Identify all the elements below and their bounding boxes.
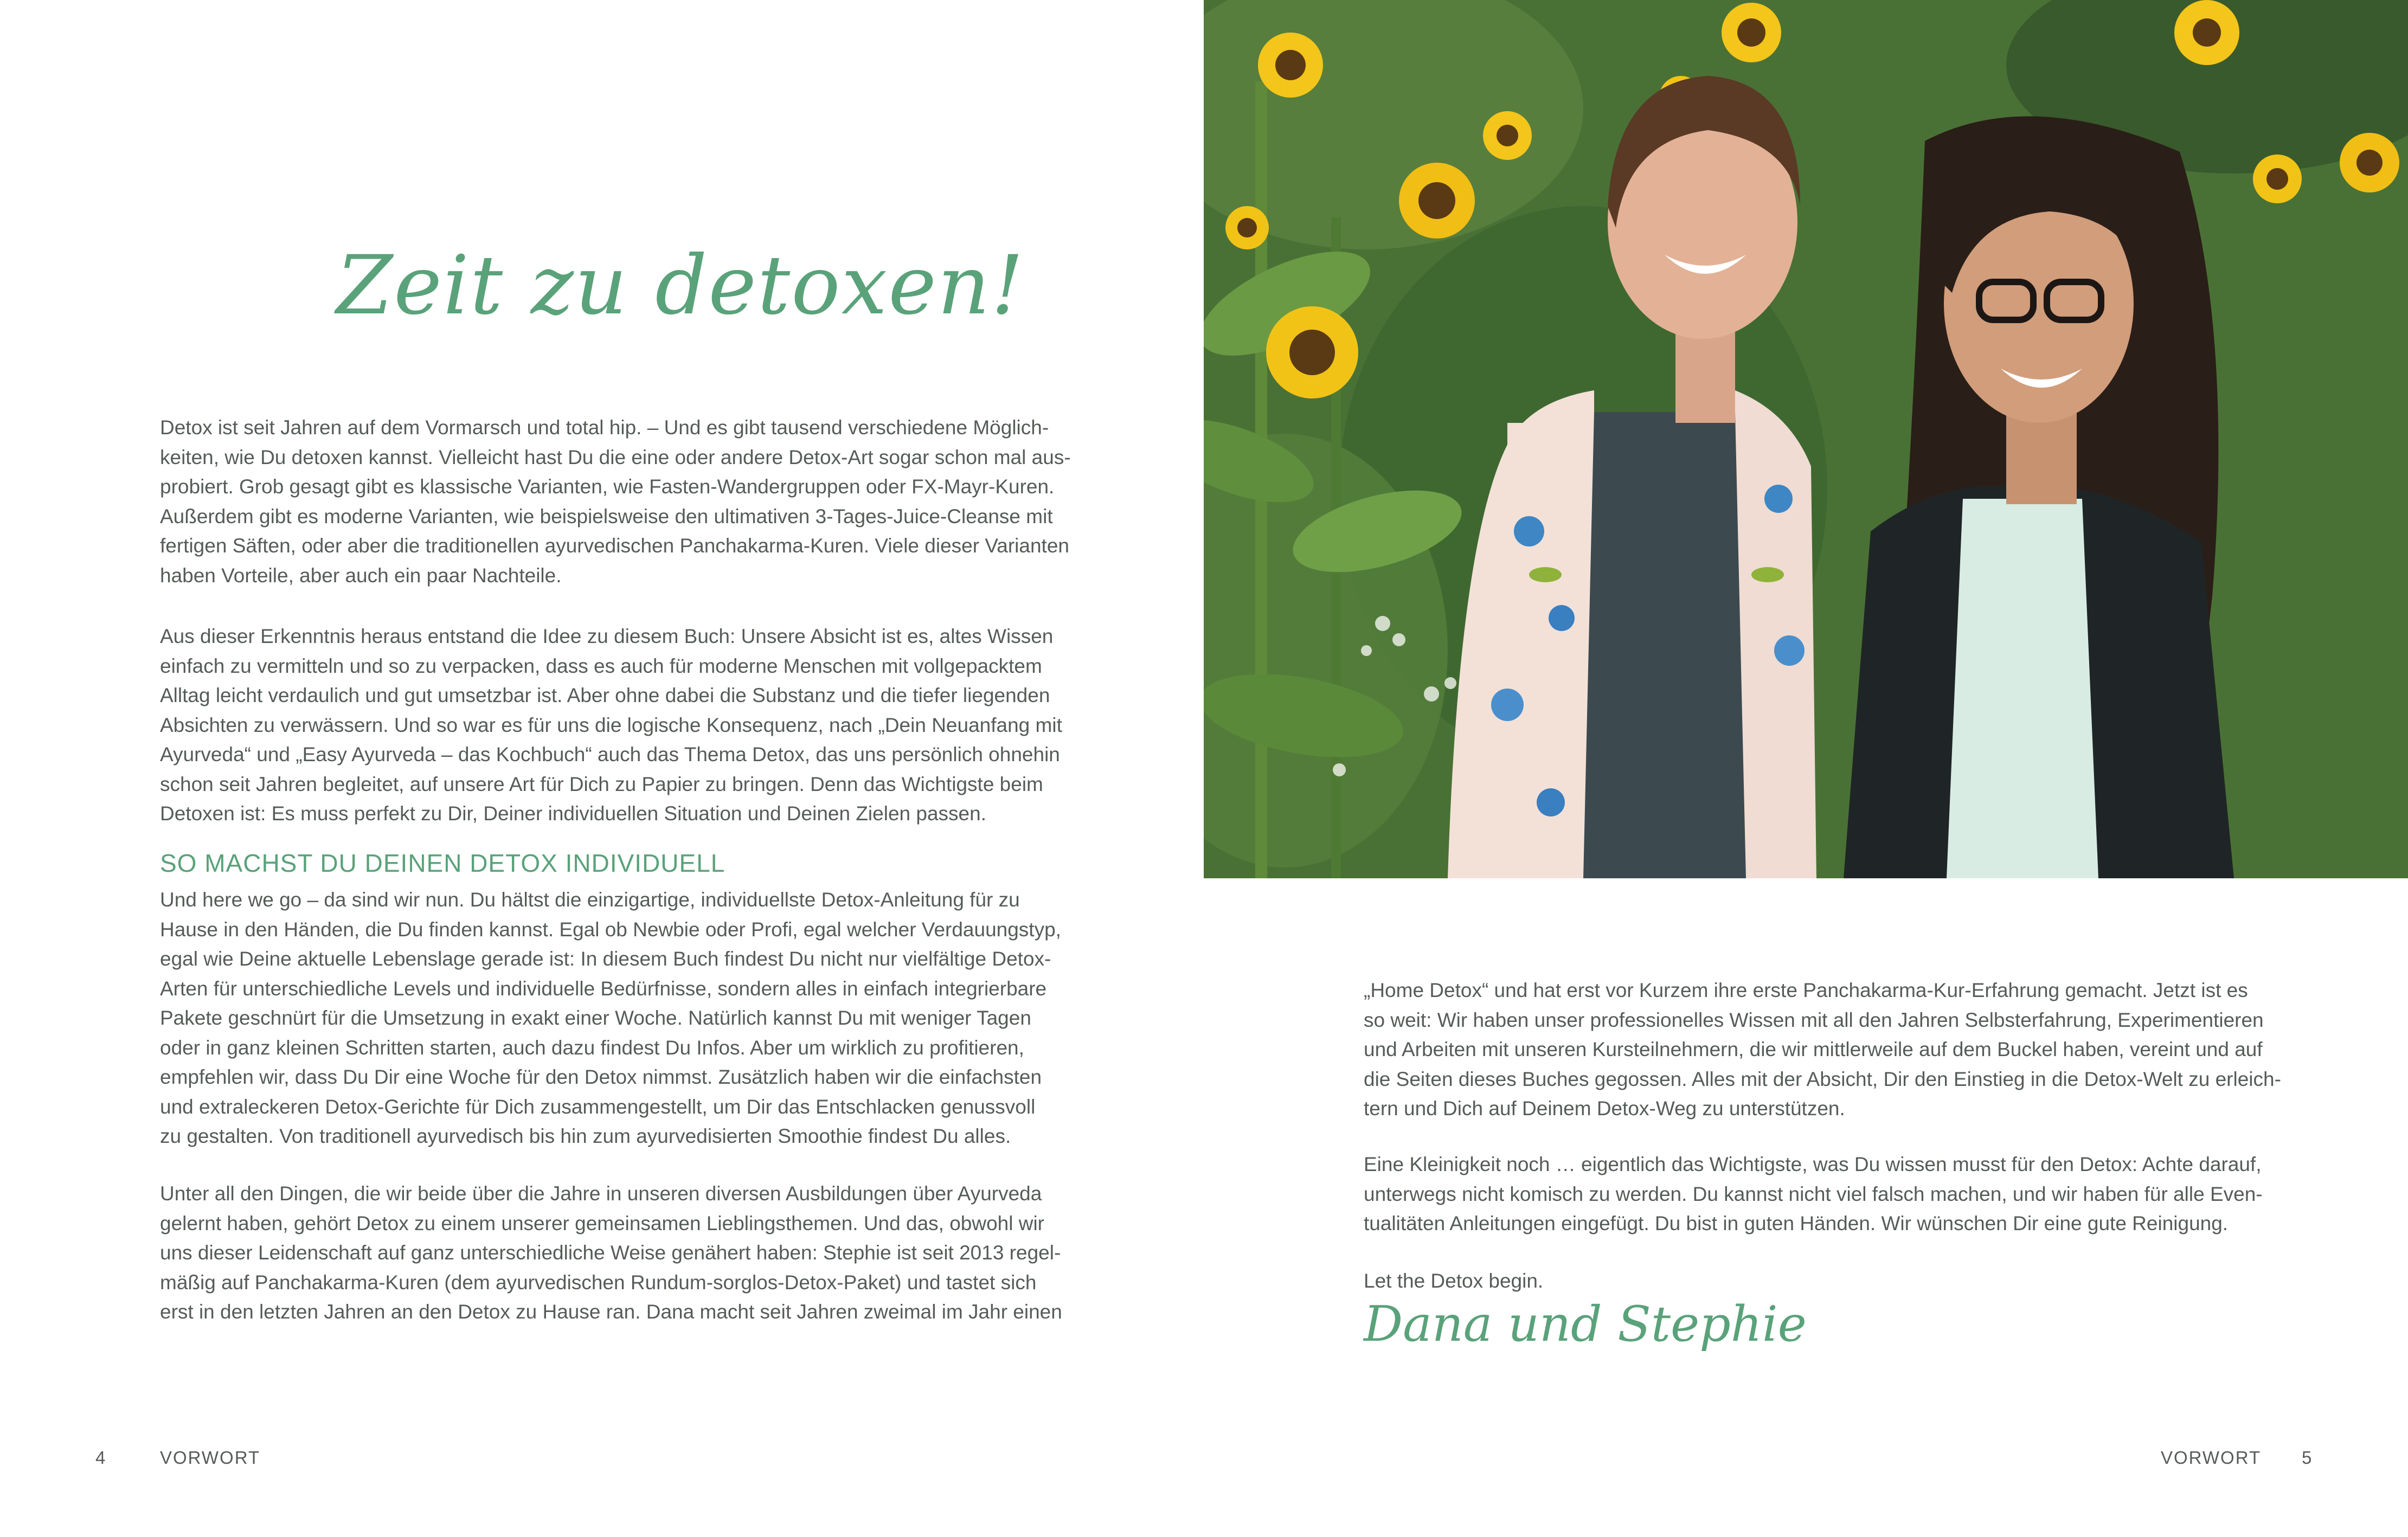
authors-signature: Dana und Stephie	[1364, 1296, 1807, 1353]
intro-paragraph: Detox ist seit Jahren auf dem Vormarsch und total hip. – Und es gibt tausend verschiedene Möglich- keiten, wie Du detoxen kannst. Vielleicht hast Du die eine oder andere Detox-Art sogar schon mal aus- probiert. Grob gesagt gibt es klassische Varianten, wie Fasten-Wandergruppen oder FX-Mayr-Kuren. Außerdem gibt es moderne Varianten, wie beispielsweise den ultimativen 3-Tages-Juice-Cleanse mit fertigen Säften, oder aber die traditionellen ayurvedischen Panchakarma-Kuren. Viele dieser Varianten haben Vorteile, aber auch ein paar Nachteile.	[160, 416, 1071, 587]
right-page	[1204, 0, 2408, 1537]
running-head-left: VORWORT	[160, 1448, 261, 1468]
page-title: Zeit zu detoxen!	[336, 239, 1025, 333]
closing-line: Let the Detox begin.	[1364, 1270, 1544, 1292]
howto-paragraph: Und here we go – da sind wir nun. Du hältst die einzigartige, individuellste Detox-Anleitung für zu Hause in den Händen, die Du finden kannst. Egal ob Newbie oder Profi, egal welcher Verdauungstyp, egal wie Deine aktuelle Lebenslage gerade ist: In diesem Buch findest Du nicht nur vielfältige Detox- Arten für unterschiedliche Levels und individuelle Bedürfnisse, sondern alles in einfach integrierbare Pakete geschnürt für die Umsetzung in exakt einer Woche. Natürlich kannst Du mit weniger Tagen oder in ganz kleinen Schritten starten, auch dazu findest Du Infos. Aber um wirklich zu profitieren, empfehlen wir, dass Du Dir eine Woche für den Detox nimmst. Zusätzlich haben wir die einfachsten und extraleckeren Detox-Gerichte für Dich zusammengestellt, um Dir das Entschlacken genussvoll zu gestalten. Von traditionell ayurvedisch bis hin zum ayurvedisierten Smoothie findest Du alles.	[160, 889, 1061, 1147]
page-number-right: 5	[2302, 1448, 2313, 1468]
idea-paragraph: Aus dieser Erkenntnis heraus entstand die Idee zu diesem Buch: Unsere Absicht ist es, altes Wissen einfach zu vermitteln und so zu verpacken, dass es auch für moderne Menschen mit vollgepacktem Alltag leicht verdaulich und gut umsetzbar ist. Aber ohne dabei die Substanz und die tiefer liegenden Absichten zu verwässern. Und so war es für uns die logische Konsequenz, nach „Dein Neuanfang mit Ayurveda“ und „Easy Ayurveda – das Kochbuch“ auch das Thema Detox, das uns persönlich ohnehin schon seit Jahren begleitet, auf unsere Art für Dich zu Papier zu bringen. Denn das Wichtigste beim Detoxen ist: Es muss perfekt zu Dir, Deiner individuellen Situation und Deinen Zielen passen.	[160, 625, 1062, 825]
page-number-left: 4	[95, 1448, 107, 1468]
authors-photo	[1204, 0, 2408, 878]
advice-paragraph: Eine Kleinigkeit noch … eigentlich das Wichtigste, was Du wissen musst für den Detox: Achte darauf, unterwegs nicht komisch zu werden. Du kannst nicht viel falsch machen, und wir haben für alle Even- tualitäten Anleitungen eingefügt. Du bist in guten Händen. Wir wünschen Dir eine gute Reinigung.	[1364, 1153, 2263, 1234]
section-subheading: SO MACHST DU DEINEN DETOX INDIVIDUELL	[160, 849, 725, 877]
continued-paragraph: „Home Detox“ und hat erst vor Kurzem ihre erste Panchakarma-Kur-Erfahrung gemacht. Jetzt ist es so weit: Wir haben unser professionelles Wissen mit all den Jahren Selbsterfahrung, Experimentieren und Arbeiten mit unseren Kursteilnehmern, die wir mittlerweile auf dem Buckel haben, vereint und auf die Seiten dieses Buches gegossen. Alles mit der Absicht, Dir den Einstieg in die Detox-Welt zu erleich- tern und Dich auf Deinem Detox-Weg zu unterstützen.	[1364, 979, 2281, 1120]
background-paragraph: Unter all den Dingen, die wir beide über die Jahre in unseren diversen Ausbildungen über Ayurveda gelernt haben, gehört Detox zu einem unserer gemeinsamen Lieblingsthemen. Und das, obwohl wir uns dieser Leidenschaft auf ganz unterschiedliche Weise genähert haben: Stephie ist seit 2013 regel- mäßig auf Panchakarma-Kuren (dem ayurvedischen Rundum-sorglos-Detox-Paket) und tastet sich erst in den letzten Jahren an den Detox zu Hause ran. Dana macht seit Jahren zweimal im Jahr einen	[160, 1182, 1062, 1323]
running-head-right: VORWORT	[2161, 1448, 2262, 1468]
